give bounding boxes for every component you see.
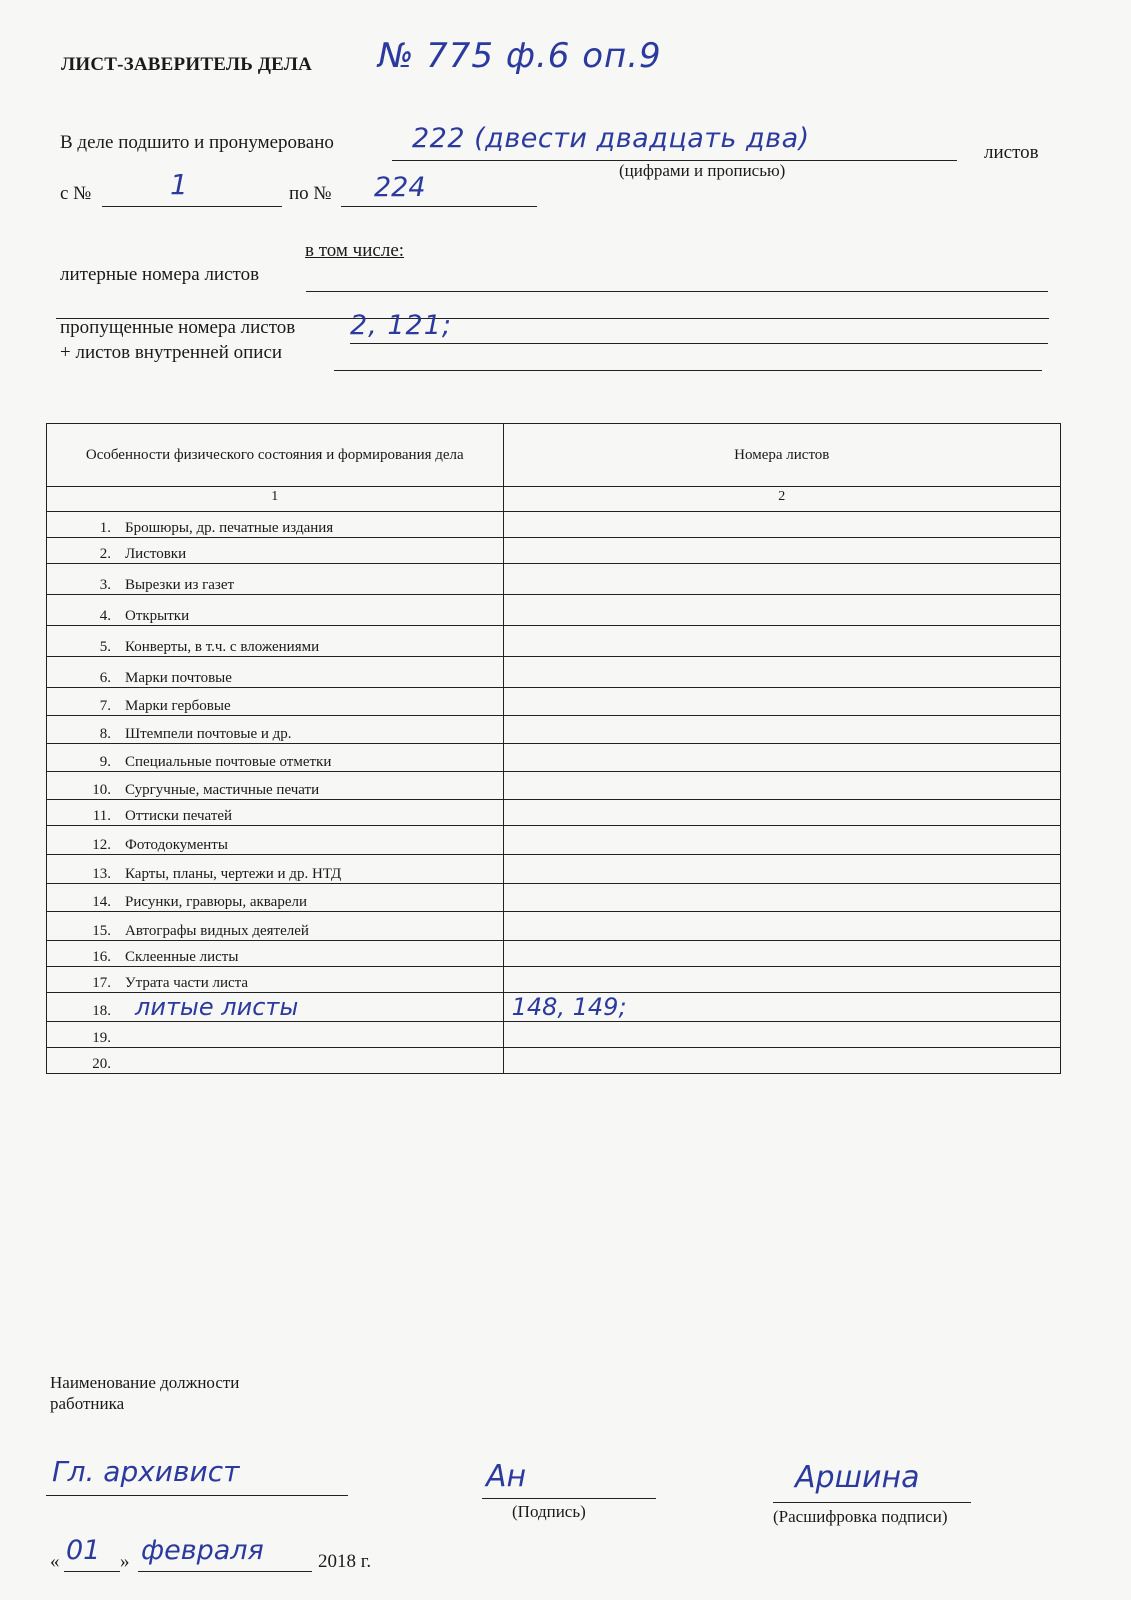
row-number: 12. (92, 837, 111, 853)
table-row (47, 826, 1061, 855)
table-row (47, 657, 1061, 688)
table-row (47, 626, 1061, 657)
table-header-sheet-numbers: Номера листов (503, 424, 1060, 487)
row-number: 20. (92, 1056, 111, 1072)
row-number: 19. (92, 1030, 111, 1046)
row-number: 14. (92, 894, 111, 910)
row-number: 9. (99, 754, 111, 770)
row-sheets (503, 538, 1060, 564)
range-to-value-handwritten: 224 (374, 172, 426, 203)
table-row (47, 941, 1061, 967)
position-label: Наименование должности работника (50, 1373, 240, 1413)
row-label: Штемпели почтовые и др. (125, 726, 292, 742)
signature-underline (482, 1498, 656, 1499)
table-row (47, 595, 1061, 626)
row-number: 3. (99, 577, 111, 593)
row-label: Сургучные, мастичные печати (125, 782, 320, 798)
table-row (47, 993, 1061, 1022)
row-sheets (503, 564, 1060, 595)
row-sheets (503, 772, 1060, 800)
range-to-label: по № (289, 183, 332, 204)
row-label: Марки гербовые (125, 698, 231, 714)
table-row (47, 688, 1061, 716)
row-sheets (503, 800, 1060, 826)
row-label: Специальные почтовые отметки (125, 754, 332, 770)
row-number: 6. (99, 670, 111, 686)
row-sheets (503, 912, 1060, 941)
row-sheets (503, 626, 1060, 657)
row-sheets (503, 657, 1060, 688)
row-number: 11. (92, 808, 111, 824)
case-number-handwritten: № 775 ф.6 оп.9 (378, 36, 662, 76)
table-row (47, 800, 1061, 826)
table-row (47, 855, 1061, 884)
table-row (47, 1022, 1061, 1048)
table-row (47, 912, 1061, 941)
date-year: 2018 г. (318, 1551, 372, 1572)
row-label: Конверты, в т.ч. с вложениями (125, 639, 320, 655)
literal-numbers-label: литерные номера листов (60, 264, 260, 285)
row-number: 16. (92, 949, 111, 965)
table-row (47, 512, 1061, 538)
row-label: Рисунки, гравюры, акварели (125, 894, 308, 910)
row-number: 2. (99, 546, 111, 562)
row-sheets (503, 744, 1060, 772)
literal-numbers-underline (306, 291, 1048, 292)
range-from-value-handwritten: 1 (170, 168, 188, 201)
row-number: 1. (99, 520, 111, 536)
table-row (47, 772, 1061, 800)
sewn-sheets-value-handwritten: 222 (двести двадцать два) (412, 123, 810, 154)
range-to-underline (341, 206, 537, 207)
row-sheets (503, 512, 1060, 538)
row-sheets-handwritten: 148, 149; (511, 993, 627, 1021)
table-row (47, 744, 1061, 772)
row-number: 5. (99, 639, 111, 655)
row-sheets (503, 595, 1060, 626)
table-row (47, 716, 1061, 744)
position-value-handwritten: Гл. архивист (52, 1455, 240, 1488)
form-title: ЛИСТ-ЗАВЕРИТЕЛЬ ДЕЛА (61, 54, 313, 75)
signature-handwritten: Ан (486, 1459, 527, 1494)
table-colnum-2: 2 (503, 487, 1060, 512)
row-sheets (503, 855, 1060, 884)
row-sheets (503, 884, 1060, 912)
row-label: Автографы видных деятелей (125, 923, 309, 939)
table-row (47, 538, 1061, 564)
date-month-underline (138, 1571, 312, 1572)
row-label-handwritten: литые листы (135, 993, 299, 1021)
signature-decode-handwritten: Аршина (795, 1460, 920, 1495)
row-label: Открытки (125, 608, 190, 624)
table-row (47, 564, 1061, 595)
row-label: Склеенные листы (125, 949, 239, 965)
row-sheets (503, 941, 1060, 967)
row-label: Листовки (125, 546, 187, 562)
position-underline (46, 1495, 348, 1496)
date-day-underline (64, 1571, 120, 1572)
sheets-suffix-label: листов (984, 142, 1039, 163)
row-sheets (503, 826, 1060, 855)
row-label: Карты, планы, чертежи и др. НТД (125, 866, 342, 882)
table-row (47, 1048, 1061, 1074)
range-from-label: с № (60, 183, 92, 204)
inner-inventory-underline (334, 370, 1042, 371)
row-sheets (503, 716, 1060, 744)
row-sheets (503, 1022, 1060, 1048)
row-number: 17. (92, 975, 111, 991)
table-row (47, 967, 1061, 993)
row-number: 7. (99, 698, 111, 714)
signature-decode-label: (Расшифровка подписи) (773, 1507, 948, 1526)
sewn-sheets-label: В деле подшито и пронумеровано (60, 132, 334, 153)
date-open-quote: « (50, 1551, 60, 1572)
table-colnum-1: 1 (47, 487, 504, 512)
signature-label: (Подпись) (512, 1502, 586, 1521)
including-heading: в том числе: (305, 240, 405, 261)
missing-numbers-underline (350, 343, 1048, 344)
row-label: Брошюры, др. печатные издания (125, 520, 334, 536)
row-sheets (503, 967, 1060, 993)
date-month-handwritten: февраля (141, 1535, 264, 1566)
range-from-underline (102, 206, 282, 207)
missing-numbers-value-handwritten: 2, 121; (350, 310, 452, 341)
row-label: Марки почтовые (125, 670, 232, 686)
row-sheets (503, 688, 1060, 716)
row-label: Фотодокументы (125, 837, 228, 853)
date-day-handwritten: 01 (66, 1535, 101, 1566)
row-label: Утрата части листа (125, 975, 249, 991)
row-number: 15. (92, 923, 111, 939)
row-sheets (503, 1048, 1060, 1074)
row-number: 10. (92, 782, 111, 798)
sewn-sheets-hint: (цифрами и прописью) (619, 161, 786, 180)
physical-state-table (46, 423, 1061, 1074)
signature-decode-underline (773, 1502, 971, 1503)
table-header-features: Особенности физического состояния и формирования дела (47, 424, 504, 487)
missing-numbers-label: пропущенные номера листов (60, 317, 296, 338)
row-number: 13. (92, 866, 111, 882)
row-number: 4. (99, 608, 111, 624)
date-close-quote: » (120, 1551, 130, 1572)
row-label: Оттиски печатей (125, 808, 233, 824)
row-number: 18. (92, 1003, 111, 1019)
table-row (47, 884, 1061, 912)
row-label: Вырезки из газет (125, 577, 235, 593)
inner-inventory-label: + листов внутренней описи (60, 342, 283, 363)
row-number: 8. (99, 726, 111, 742)
